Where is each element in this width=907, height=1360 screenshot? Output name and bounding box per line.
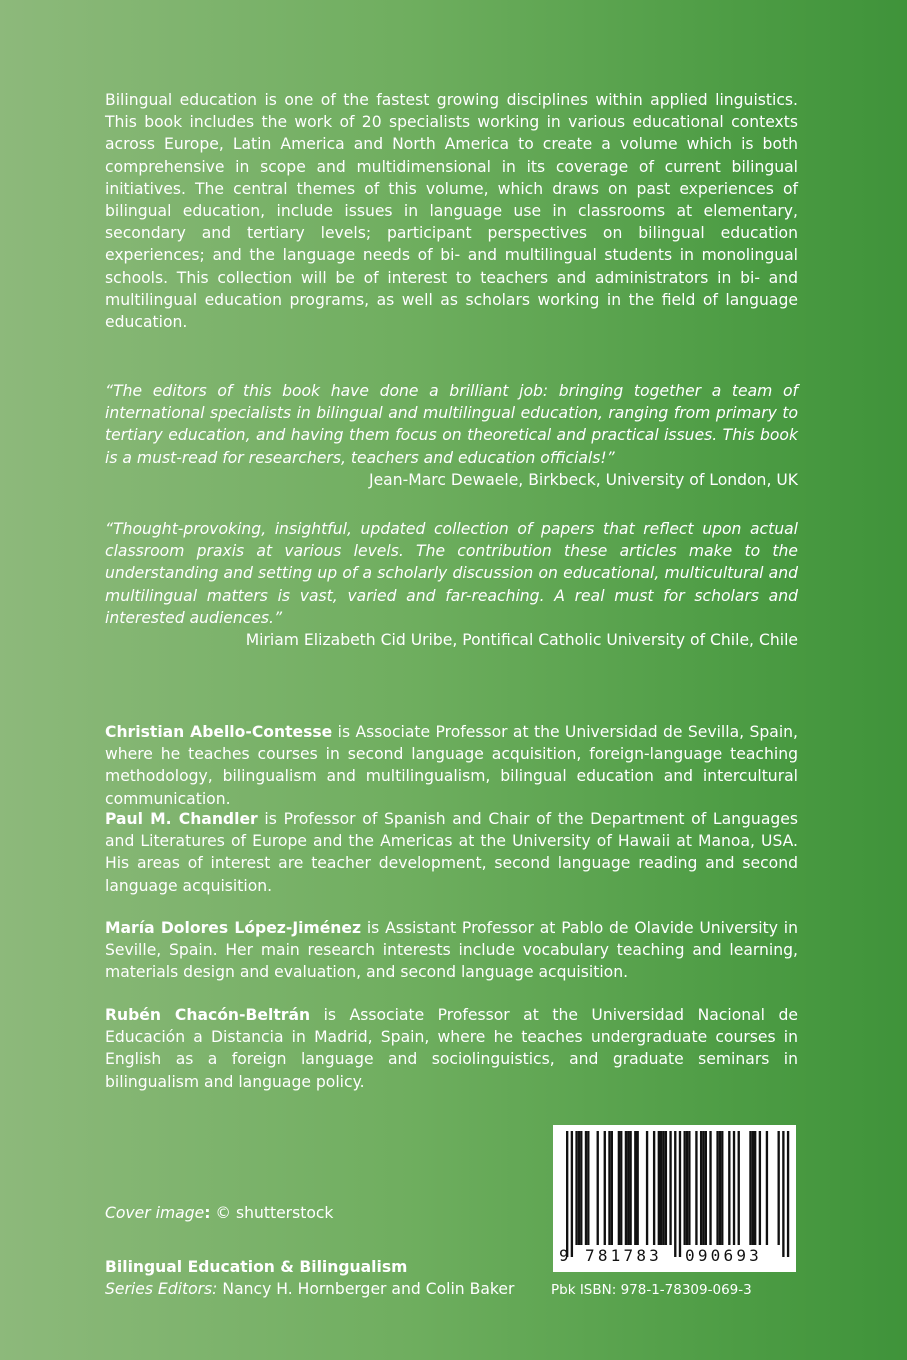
editor-bio [105,917,798,984]
barcode-bar [702,1131,704,1245]
barcode-bar [674,1131,676,1257]
barcode-bar [658,1131,660,1245]
barcode-bar [629,1131,631,1245]
barcode [553,1125,796,1272]
cover-image-colon: : [204,1204,211,1222]
cover-image-label: Cover image [105,1204,205,1222]
barcode-bar [637,1131,639,1245]
barcode-bar [787,1131,789,1257]
barcode-bar [738,1131,740,1245]
barcode-digits [553,1243,796,1269]
editor-name: Christian Abello-Contesse [105,723,333,741]
barcode-bar [665,1131,667,1245]
barcode-bar [766,1131,768,1245]
barcode-bar [782,1131,784,1257]
barcode-bar [620,1131,622,1245]
barcode-bar [660,1131,662,1245]
barcode-bar [597,1131,599,1245]
endorsement-quote: “The editors of this book have done a brilliant job: bringing together a team of international specialists in bilingual and multilingual education, ranging from primary to tertiary education, and having them focus on theoretical and practical issues. This book is a must-read for researchers, teachers and education officials!” [105,382,798,467]
barcode-bar [719,1131,721,1245]
barcode-bar [669,1131,671,1245]
barcode-bar [566,1131,568,1257]
endorsement-1 [105,380,798,491]
editor-bio [105,808,798,897]
endorsement-attribution: Miriam Elizabeth Cid Uribe, Pontifical Catholic University of Chile, Chile [245,631,798,650]
barcode-digit-first: 9 [559,1246,569,1265]
barcode-bar [580,1131,582,1245]
isbn-label: Pbk ISBN: 978-1-78309-069-3 [551,1282,752,1298]
series-info [105,1256,514,1300]
endorsement-2 [105,518,798,651]
editor-name: Paul M. Chandler [105,810,258,828]
editor-name: María Dolores López-Jiménez [105,919,362,937]
barcode-digits-left: 781783 [585,1246,662,1265]
barcode-bar [705,1131,707,1245]
barcode-bar [759,1131,761,1245]
barcode-bar [587,1131,589,1245]
barcode-bar [585,1131,587,1245]
endorsement-quote: “Thought-provoking, insightful, updated collection of papers that reflect upon actual classroom praxis at various levels. The contribution these articles make to the understanding and setting up of a scholarly discussion on educational, multicultural and multilingual matters is vast, varied and far-reaching. A real must for scholars and interested audiences.” [105,520,798,627]
cover-image-credit [105,1204,333,1222]
editor-bio-text: is Professor of Spanish and Chair of the Department of Languages and Literatures of Europe and the Americas at the University of Hawaii at Manoa, USA. His areas of interest are teacher development, second language reading and second language acquisition. [105,810,798,895]
barcode-bar [625,1131,627,1245]
series-title: Bilingual Education & Bilingualism [105,1258,408,1276]
barcode-bar [686,1131,688,1245]
barcode-bar [604,1131,606,1245]
barcode-bar [728,1131,730,1245]
barcode-bar [684,1131,686,1245]
barcode-bar [709,1131,711,1245]
barcode-bar [571,1131,573,1257]
barcode-bar [575,1131,577,1245]
barcode-bar [733,1131,735,1245]
editor-bio-text: is Associate Professor at the Universidad de Sevilla, Spain, where he teaches courses in second language acquisition, foreign-language teaching methodology, bilingualism and multilingualism, bilingual education and intercultural communication. [105,723,799,808]
barcode-bar [578,1131,580,1245]
barcode-bar [754,1131,756,1245]
barcode-bar [716,1131,718,1245]
editor-name: Rubén Chacón-Beltrán [105,1006,311,1024]
endorsement-attribution: Jean-Marc Dewaele, Birkbeck, University of London, UK [368,470,798,489]
barcode-bar [608,1131,610,1245]
editor-bio [105,721,798,810]
barcode-digits-right: 090693 [685,1246,762,1265]
barcode-bar [611,1131,613,1245]
barcode-bar [749,1131,751,1245]
barcode-bar [700,1131,702,1245]
barcode-bar [778,1131,780,1245]
barcode-bar [646,1131,648,1245]
barcode-bar [752,1131,754,1245]
cover-image-source: © shutterstock [210,1204,334,1222]
barcode-bar [688,1131,690,1245]
barcode-bar [679,1131,681,1257]
series-editors: Nancy H. Hornberger and Colin Baker [217,1280,515,1299]
barcode-bar [662,1131,664,1245]
book-description: Bilingual education is one of the fastest growing disciplines within applied linguistics. This book includes the work of 20 specialists working in various educational contexts across Europe, Latin America and North America to create a volume which is both comprehensive in scope and multidimensional in its coverage of current bilingual initiatives. The central themes of this volume, which draws on past experiences of bilingual education, include issues in language use in classrooms at elementary, secondary and tertiary levels; participant perspectives on bilingual education experiences; and the language needs of bi- and multilingual students in monolingual schools. This collection will be of interest to teachers and administrators in bi- and multilingual education programs, as well as scholars working in the field of language education. [105,91,798,332]
barcode-bar [618,1131,620,1245]
editor-bio [105,1004,798,1093]
series-editors-label: Series Editors: [105,1280,218,1299]
barcode-bar [627,1131,629,1245]
editor-bio-text: is Associate Professor at the Universidad Nacional de Educación a Distancia in Madrid, Spain, where he teaches undergraduate courses in English as a foreign language and sociolinguistics, and graduate seminars in bilingualism and language policy. [105,1006,798,1091]
barcode-bar [721,1131,723,1245]
barcode-bar [634,1131,636,1245]
barcode-bar [653,1131,655,1245]
editor-bio-text: is Assistant Professor at Pablo de Olavide University in Seville, Spain. Her main research interests include vocabulary teaching and learning, materials design and evaluation, and second language acquisition. [105,919,798,982]
barcode-bar [695,1131,697,1245]
